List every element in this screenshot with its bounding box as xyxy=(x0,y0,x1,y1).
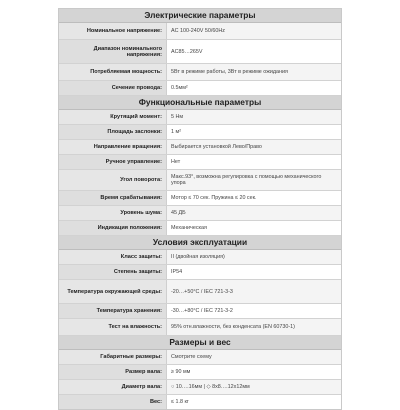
spec-label: Степень защиты: xyxy=(59,265,167,279)
spec-row xyxy=(59,365,341,380)
spec-value: 0.5мм² xyxy=(167,81,341,95)
spec-value: AC 100-240V 50/60Hz xyxy=(167,23,341,39)
spec-value: 95% отн.влажности, без конденсата (EN 60730-1) xyxy=(167,319,341,335)
spec-label: Тест на влажность: xyxy=(59,319,167,335)
section-header: Условия эксплуатации xyxy=(59,236,341,250)
spec-row xyxy=(59,170,341,191)
spec-row xyxy=(59,280,341,304)
spec-label: Время срабатывания: xyxy=(59,191,167,205)
spec-label: Размер вала: xyxy=(59,365,167,379)
spec-value: 5 Нм xyxy=(167,110,341,124)
spec-value: -20…+50°C / IEC 721-3-3 xyxy=(167,280,341,303)
spec-label: Габаритные размеры: xyxy=(59,350,167,364)
spec-row xyxy=(59,125,341,140)
spec-label: Уровень шума: xyxy=(59,206,167,220)
spec-value: -30…+80°C / IEC 721-3-2 xyxy=(167,304,341,318)
spec-value: Нет xyxy=(167,155,341,169)
spec-value: ≤ 1.8 кг xyxy=(167,395,341,409)
section-header: Электрические параметры xyxy=(59,9,341,23)
spec-label: Температура окружающей среды: xyxy=(59,280,167,303)
spec-label: Номинальное напряжение: xyxy=(59,23,167,39)
spec-label: Диаметр вала: xyxy=(59,380,167,394)
spec-value: Мотор ≤ 70 сек. Пружина ≤ 20 сек. xyxy=(167,191,341,205)
spec-row xyxy=(59,350,341,365)
spec-value: 5Вт в режиме работы, 3Вт в режиме ожидания xyxy=(167,64,341,80)
spec-row xyxy=(59,155,341,170)
spec-value: Механическая xyxy=(167,221,341,235)
spec-row xyxy=(59,221,341,236)
spec-label: Угол поворота: xyxy=(59,170,167,190)
spec-row xyxy=(59,64,341,81)
spec-row xyxy=(59,81,341,96)
spec-row xyxy=(59,23,341,40)
spec-value: Выбирается установкой Лево/Право xyxy=(167,140,341,154)
spec-row xyxy=(59,265,341,280)
spec-label: Температура хранения: xyxy=(59,304,167,318)
spec-value: Макс.93°, возможна регулировка с помощью механического упора xyxy=(167,170,341,190)
spec-row xyxy=(59,304,341,319)
specifications-table xyxy=(58,8,342,410)
spec-value: II (двойная изоляция) xyxy=(167,250,341,264)
spec-row xyxy=(59,140,341,155)
spec-value: AC85…265V xyxy=(167,40,341,63)
spec-label: Сечение провода: xyxy=(59,81,167,95)
spec-value: ≥ 90 мм xyxy=(167,365,341,379)
spec-label: Площадь заслонки: xyxy=(59,125,167,139)
spec-value: 45 ДБ xyxy=(167,206,341,220)
spec-row xyxy=(59,191,341,206)
spec-label: Индикация положения: xyxy=(59,221,167,235)
spec-row xyxy=(59,40,341,64)
spec-row xyxy=(59,380,341,395)
spec-value: 1 м² xyxy=(167,125,341,139)
spec-value: ○ 10….16мм | ◇ 8x8….12x12мм xyxy=(167,380,341,394)
spec-row xyxy=(59,206,341,221)
spec-row xyxy=(59,250,341,265)
spec-label: Направление вращения: xyxy=(59,140,167,154)
spec-row xyxy=(59,319,341,336)
spec-label: Вес: xyxy=(59,395,167,409)
spec-label: Диапазон номинального напряжения: xyxy=(59,40,167,63)
spec-value: IP54 xyxy=(167,265,341,279)
spec-label: Ручное управление: xyxy=(59,155,167,169)
spec-label: Крутящий момент: xyxy=(59,110,167,124)
spec-row xyxy=(59,110,341,125)
section-header: Функциональные параметры xyxy=(59,96,341,110)
spec-label: Класс защиты: xyxy=(59,250,167,264)
section-header: Размеры и вес xyxy=(59,336,341,350)
spec-value: Смотрите схему xyxy=(167,350,341,364)
spec-row xyxy=(59,395,341,409)
spec-label: Потребляемая мощность: xyxy=(59,64,167,80)
